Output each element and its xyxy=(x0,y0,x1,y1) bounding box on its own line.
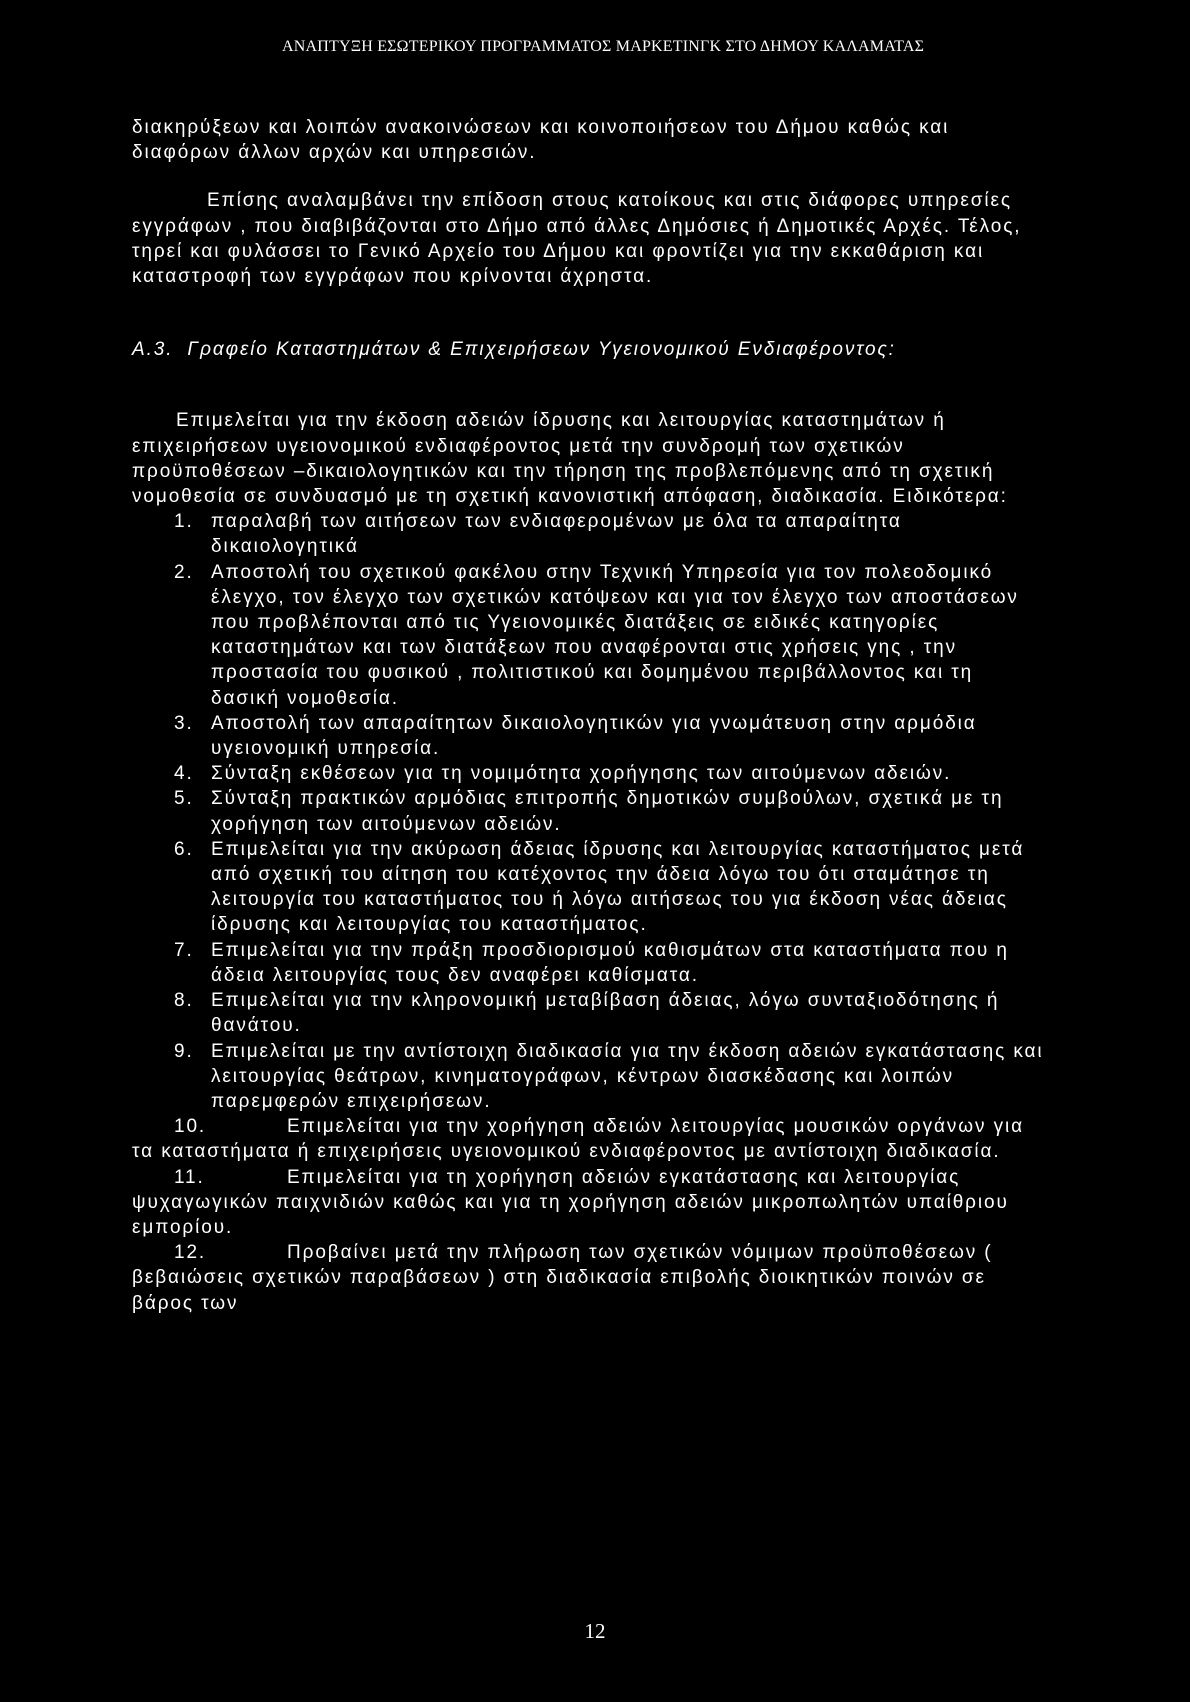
section-number: Α.3. xyxy=(132,339,174,361)
list-item xyxy=(132,988,1044,1038)
list-item xyxy=(132,1165,1044,1241)
list-item xyxy=(132,560,1044,711)
page-body xyxy=(132,115,1044,1316)
list-item xyxy=(132,509,1044,559)
list-item-number: 8. xyxy=(174,990,194,1012)
list-item-text: Σύνταξη εκθέσεων για τη νομιμότητα χορήγησης των αιτούμενων αδειών. xyxy=(211,763,952,785)
list-item-text: Επιμελείται για την ακύρωση άδειας ίδρυσης και λειτουργίας καταστήματος μετά από σχετική του αίτηση του κατέχοντος την άδεια λόγω του ότι σταμάτησε τη λειτουργία του καταστήματος του ή λόγω αιτήσεως του για έκδοση νέας άδειας ίδρυσης και λειτουργίας του καταστήματος. xyxy=(211,838,1025,936)
list-item-text: Σύνταξη πρακτικών αρμόδιας επιτροπής δημοτικών συμβούλων, σχετικά με τη χορήγηση των αιτούμενων αδειών. xyxy=(211,788,1004,835)
list-item-number: 2. xyxy=(174,561,194,583)
list-item-number: 6. xyxy=(174,838,194,860)
list-item-number: 10. xyxy=(174,1116,207,1138)
page-number: 12 xyxy=(584,1619,606,1643)
list-item-number: 7. xyxy=(174,939,194,961)
list-item xyxy=(132,711,1044,761)
list-item-number: 11. xyxy=(174,1166,205,1188)
paragraph-delivery-archive: Επίσης αναλαμβάνει την επίδοση στους κατοίκους και στις διάφορες υπηρεσίες εγγράφων , που διαβιβάζονται στο Δήμο από άλλες Δημόσιες ή Δημοτικές Αρχές. Τέλος, τηρεί και φυλάσσει το Γενικό Αρχείο του Δήμου και φροντίζει για την εκκαθάριση και καταστροφή των εγγράφων που κρίνονται άχρηστα. xyxy=(132,190,1022,288)
list-item-text: παραλαβή των αιτήσεων των ενδιαφερομένων με όλα τα απαραίτητα δικαιολογητικά xyxy=(211,511,902,558)
list-item-text: Επιμελείται για τη χορήγηση αδειών εγκατάστασης και λειτουργίας ψυχαγωγικών παιχνιδιών καθώς και για τη χορήγηση αδειών μικροπωλητών υπαίθριου εμπορίου. xyxy=(132,1166,1009,1238)
list-item-text: Επιμελείται με την αντίστοιχη διαδικασία για την έκδοση αδειών εγκατάστασης και λειτουργίας θεάτρων, κινηματογράφων, κέντρων διασκέδασης και λοιπών παρεμφερών επιχειρήσεων. xyxy=(211,1040,1044,1112)
list-item-text: Αποστολή των απαραίτητων δικαιολογητικών για γνωμάτευση στην αρμόδια υγειονομική υπηρεσία. xyxy=(211,712,977,760)
list-item xyxy=(132,1039,1044,1115)
list-item xyxy=(132,1240,1044,1316)
list-item-number: 4. xyxy=(174,763,194,785)
list-item-number: 5. xyxy=(174,788,194,810)
section-intro: Επιμελείται για την έκδοση αδειών ίδρυσης και λειτουργίας καταστημάτων ή επιχειρήσεων υγειονομικού ενδιαφέροντος μετά την συνδρομή των σχετικών προϋποθέσεων –δικαιολογητικών και την τήρηση της προβλεπόμενης από τη σχετική νομοθεσία σε συνδυασμό με τη σχετική κανονιστική απόφαση, διαδικασία. Ειδικότερα: xyxy=(132,410,1008,508)
list-item-number: 12. xyxy=(174,1242,207,1264)
duties-list xyxy=(132,509,1044,1316)
list-item-number: 3. xyxy=(174,712,194,734)
list-item xyxy=(132,761,1044,786)
list-item xyxy=(132,786,1044,836)
paragraph-continued: διακηρύξεων και λοιπών ανακοινώσεων και κοινοποιήσεων του Δήμου καθώς και διαφόρων άλλων αρχών και υπηρεσιών. xyxy=(132,117,950,164)
running-header: ΑΝΑΠΤΥΞΗ ΕΣΩΤΕΡΙΚΟΥ ΠΡΟΓΡΑΜΜΑΤΟΣ ΜΑΡΚΕΤΙΝΓΚ ΣΤΟ ΔΗΜΟΥ ΚΑΛΑΜΑΤΑΣ xyxy=(282,38,925,55)
list-item-number: 9. xyxy=(174,1040,194,1062)
list-item xyxy=(132,1114,1044,1164)
list-item xyxy=(132,837,1044,938)
list-item xyxy=(132,938,1044,988)
list-item-text: Αποστολή του σχετικού φακέλου στην Τεχνική Υπηρεσία για τον πολεοδομικό έλεγχο, τον έλεγχο των σχετικών κατόψεων και για τον έλεγχο των αποστάσεων που προβλέπονται από τις Υγειονομικές διατάξεις σε ειδικές κατηγορίες καταστημάτων και των διατάξεων που αναφέρονται στις χρήσεις γης , την προστασία του φυσικού , πολιτιστικού και δομημένου περιβάλλοντος και τη δασική νομοθεσία. xyxy=(211,561,1019,709)
list-item-number: 1. xyxy=(174,511,194,533)
list-item-text: Επιμελείται για την χορήγηση αδειών λειτουργίας μουσικών οργάνων για τα καταστήματα ή επιχειρήσεις υγειονομικού ενδιαφέροντος με αντίστοιχη διαδικασία. xyxy=(132,1116,1025,1163)
list-item-text: Επιμελείται για την πράξη προσδιορισμού καθισμάτων στα καταστήματα που η άδεια λειτουργίας τους δεν αναφέρει καθίσματα. xyxy=(211,939,1009,986)
list-item-text: Επιμελείται για την κληρονομική μεταβίβαση άδειας, λόγω συνταξιοδότησης ή θανάτου. xyxy=(211,990,1000,1037)
section-heading xyxy=(132,337,1044,362)
list-item-text: Προβαίνει μετά την πλήρωση των σχετικών νόμιμων προϋποθέσεων ( βεβαιώσεις σχετικών παραβάσεων ) στη διαδικασία επιβολής διοικητικών ποινών σε βάρος των xyxy=(132,1242,993,1314)
section-title: Γραφείο Καταστημάτων & Επιχειρήσεων Υγειονομικού Ενδιαφέροντος: xyxy=(187,339,896,361)
